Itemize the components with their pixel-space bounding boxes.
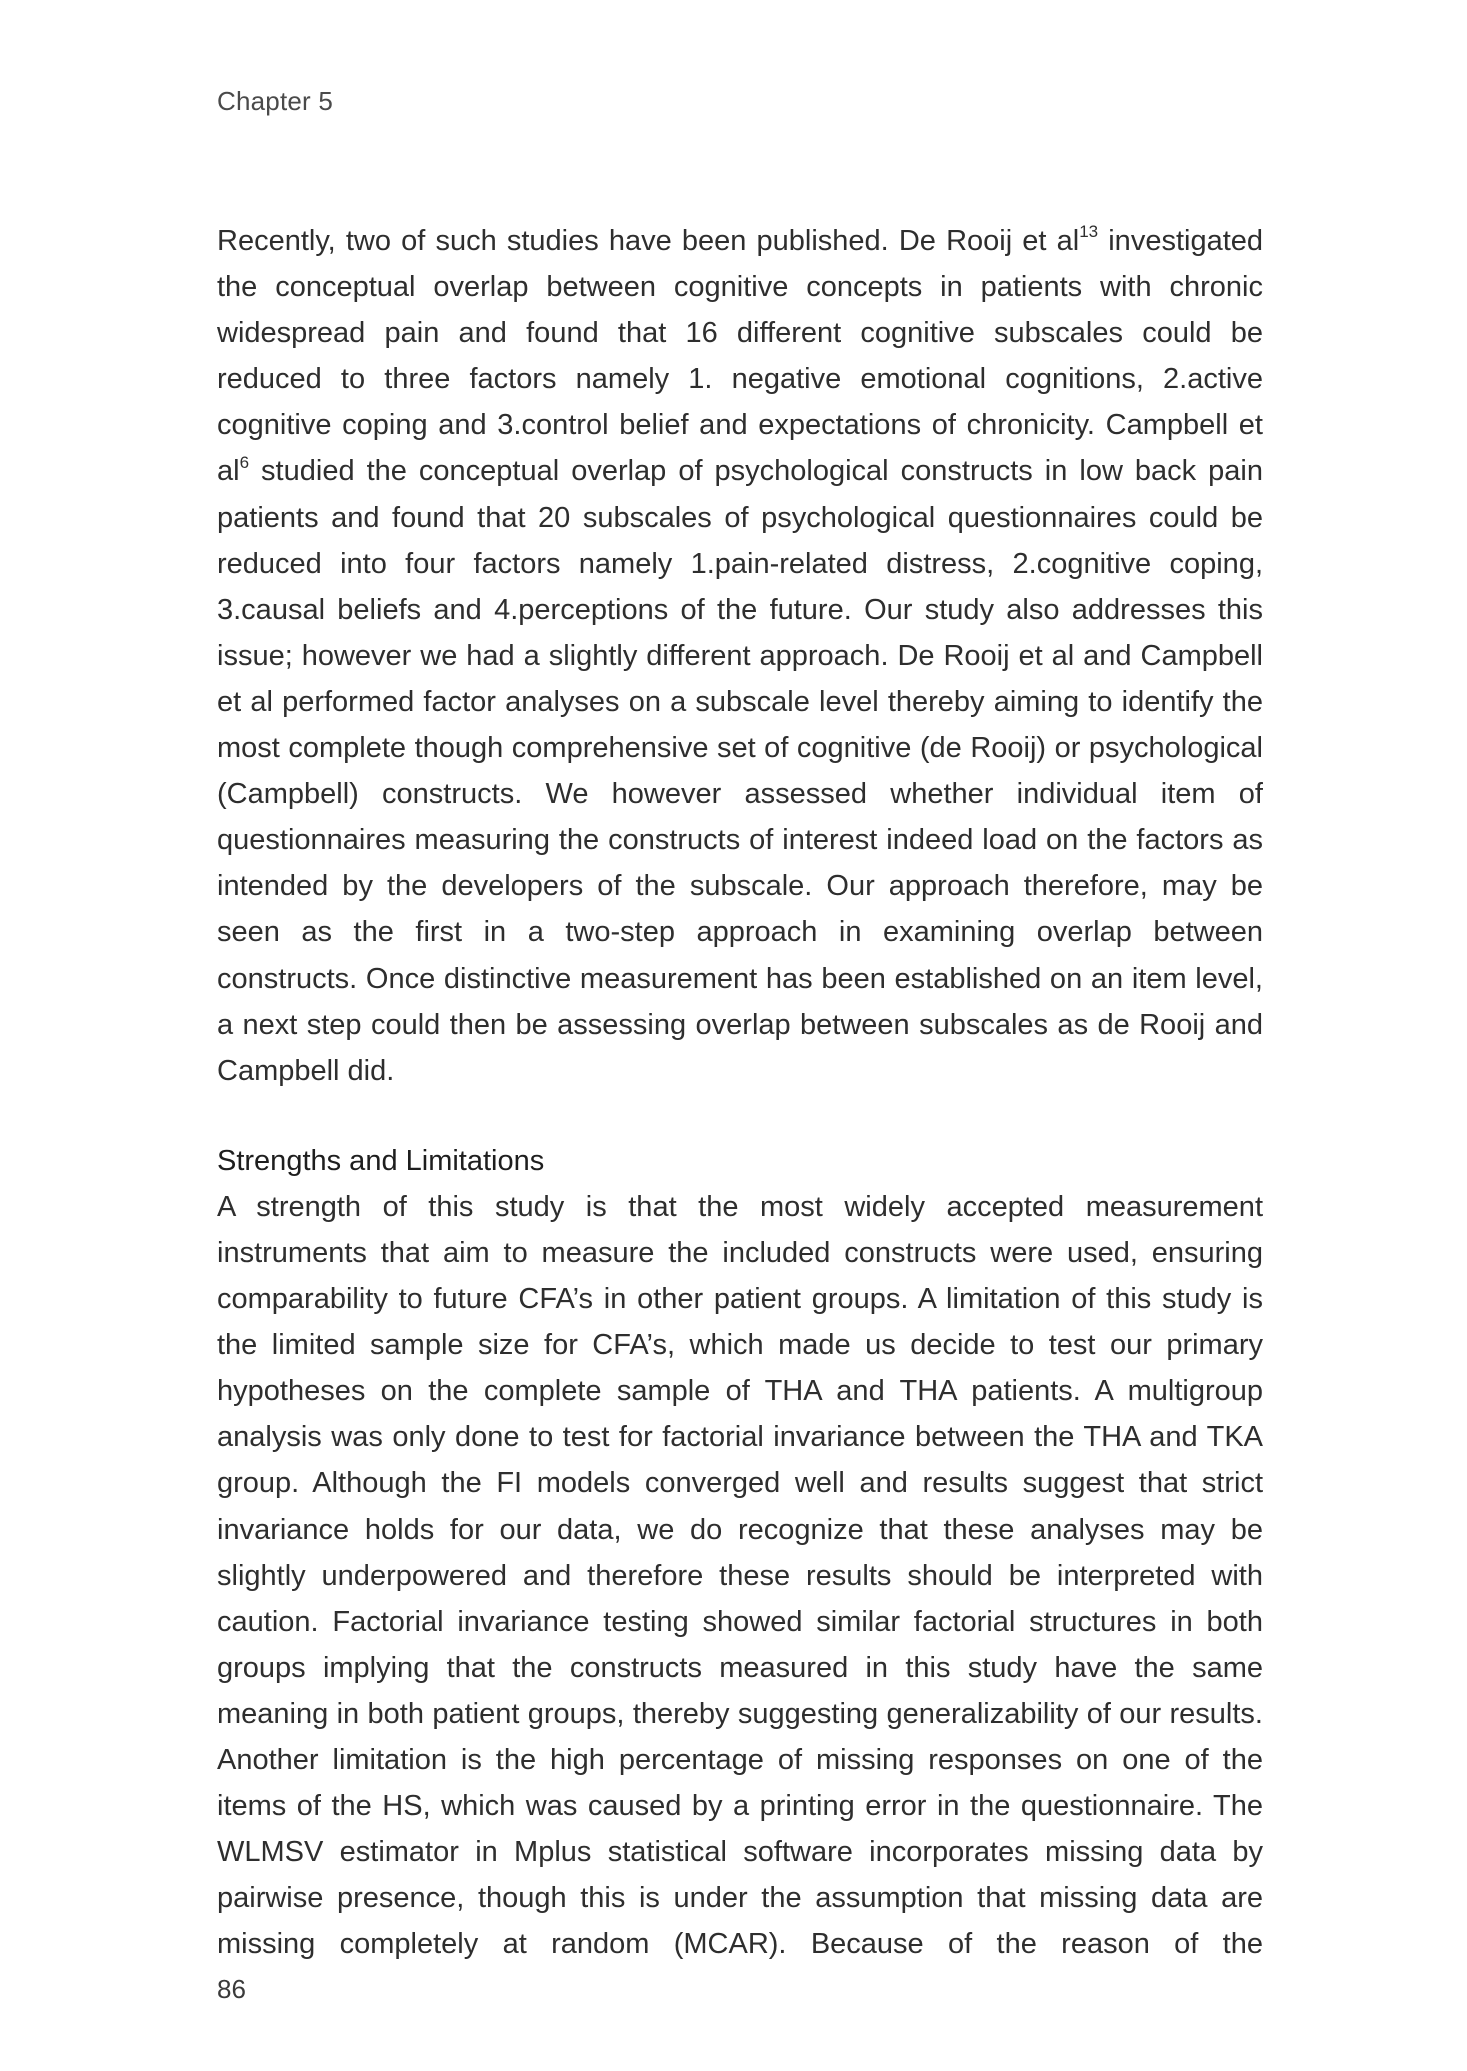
page-number: 86 — [217, 1974, 246, 2004]
paragraph-text: studied the conceptual overlap of psychological constructs in low back pain patients and found that 20 subscales of psychological questionnaires could be reduced into four factors namely 1.pain-related distress, 2.cognitive coping, 3.causal beliefs and 4.perceptions of the future. Our study also addresses this issue; however we had a slightly different approach. De Rooij et al and Campbell et al performed factor analyses on a subscale level thereby aiming to identify the most complete though comprehensive set of cognitive (de Rooij) or psychological (Campbell) constructs. We however assessed whether individual item of questionnaires measuring the constructs of interest indeed load on the factors as intended by the developers of the subscale. Our approach therefore, may be seen as the first in a two-step approach in examining overlap between constructs. Once distinctive measurement has been established on an item level, a next step could then be assessing overlap between subscales as de Rooij and Campbell did. — [217, 455, 1263, 1087]
citation-superscript: 6 — [239, 452, 250, 472]
body-text — [217, 218, 1263, 1967]
citation-superscript: 13 — [1079, 222, 1099, 242]
paragraph-text: investigated the conceptual overlap between cognitive concepts in patients with chronic widespread pain and found that 16 different cognitive subscales could be reduced to three factors namely 1. negative emotional cognitions, 2.active cognitive coping and 3.control belief and expectations of chronicity. Campbell et al — [217, 225, 1264, 488]
paragraph-strengths-limitations: A strength of this study is that the most widely accepted measurement instruments that aim to measure the included constructs were used, ensuring comparability to future CFA’s in other patient groups. A limitation of this study is the limited sample size for CFA’s, which made us decide to test our primary hypotheses on the complete sample of THA and THA patients. A multigroup analysis was only done to test for factorial invariance between the THA and TKA group. Although the FI models converged well and results suggest that strict invariance holds for our data, we do recognize that these analyses may be slightly underpowered and therefore these results should be interpreted with caution. Factorial invariance testing showed similar factorial structures in both groups implying that the constructs measured in this study have the same meaning in both patient groups, thereby suggesting generalizability of our results. Another limitation is the high percentage of missing responses on one of the items of the HS, which was caused by a printing error in the questionnaire. The WLMSV estimator in Mplus statistical software incorporates missing data by pairwise presence, though this is under the assumption that missing data are missing completely at random (MCAR). Because of the reason of the — [217, 1190, 1263, 1961]
section-heading: Strengths and Limitations — [217, 1144, 545, 1177]
paragraph-text: Recently, two of such studies have been published. De Rooij et al — [217, 225, 1080, 257]
paragraph-overlap-studies — [217, 218, 1263, 1094]
running-head: Chapter 5 — [217, 86, 333, 116]
